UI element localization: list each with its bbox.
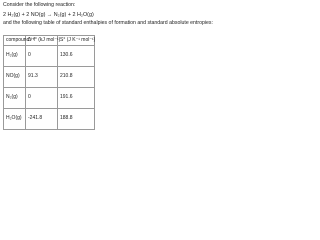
table-row [4, 109, 95, 130]
table-row [4, 46, 95, 67]
entropy-cell: 210.8 [58, 67, 95, 88]
compound-cell: N₂(g) [4, 88, 26, 109]
enthalpy-cell: 91.3 [26, 67, 58, 88]
table-row [4, 67, 95, 88]
reaction-equation: 2 H₂(g) + 2 NO(g) → N₂(g) + 2 H₂O(g) [3, 11, 94, 18]
compound-cell: H₂(g) [4, 46, 26, 67]
problem-statement [3, 2, 213, 27]
compound-cell: H₂O(g) [4, 109, 26, 130]
enthalpy-cell: -241.8 [26, 109, 58, 130]
header-enthalpy: Δᴴf° (kJ mol⁻¹) [26, 36, 58, 46]
thermo-data-table [3, 35, 95, 130]
table-header-row [4, 36, 95, 46]
table-row [4, 88, 95, 109]
intro-text: Consider the following reaction: [3, 2, 76, 8]
enthalpy-cell: 0 [26, 88, 58, 109]
table-intro-text: and the following table of standard enthalpies of formation and standard absolute entropies: [3, 20, 213, 27]
header-entropy: S° (J K⁻¹ mol⁻¹) [58, 36, 95, 46]
entropy-cell: 191.6 [58, 88, 95, 109]
entropy-cell: 130.6 [58, 46, 95, 67]
enthalpy-cell: 0 [26, 46, 58, 67]
compound-cell: NO(g) [4, 67, 26, 88]
entropy-cell: 188.8 [58, 109, 95, 130]
header-compound: compound [4, 36, 26, 46]
